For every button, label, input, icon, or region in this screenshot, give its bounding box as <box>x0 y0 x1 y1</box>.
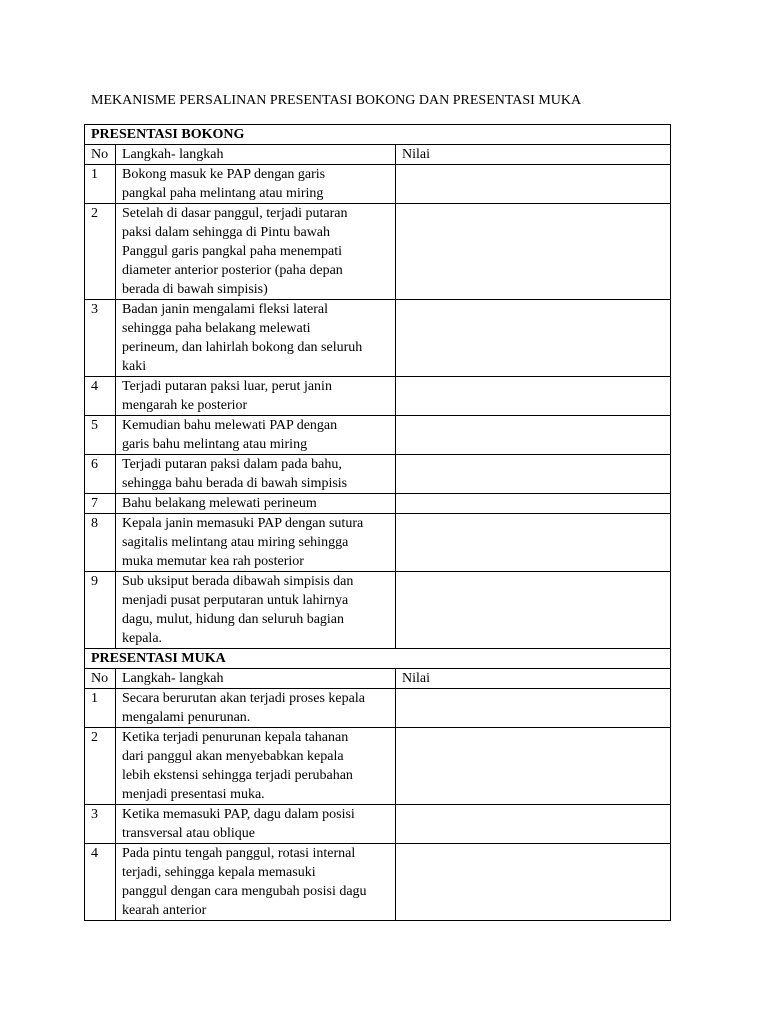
row-step-text: Bahu belakang melewati perineum <box>116 494 396 514</box>
row-number: 3 <box>85 300 116 377</box>
row-number: 4 <box>85 844 116 921</box>
section-heading: PRESENTASI BOKONG <box>85 125 671 145</box>
row-number: 6 <box>85 455 116 494</box>
row-step-text: Setelah di dasar panggul, terjadi putaran paksi dalam sehingga di Pintu bawah Panggul garis pangkal paha menempati diameter anterior posterior (paha depan berada di bawah simpisis) <box>116 204 396 300</box>
table-row <box>85 572 671 649</box>
row-step-text: Secara berurutan akan terjadi proses kepala mengalami penurunan. <box>116 689 396 728</box>
row-value-cell <box>396 689 671 728</box>
row-number: 7 <box>85 494 116 514</box>
row-number: 1 <box>85 165 116 204</box>
row-value-cell <box>396 300 671 377</box>
table-row <box>85 416 671 455</box>
table-row <box>85 204 671 300</box>
row-step-text: Pada pintu tengah panggul, rotasi internal terjadi, sehingga kepala memasuki panggul dengan cara mengubah posisi dagu kearah anterior <box>116 844 396 921</box>
column-header-value: Nilai <box>396 669 671 689</box>
row-step-text: Terjadi putaran paksi dalam pada bahu, sehingga bahu berada di bawah simpisis <box>116 455 396 494</box>
table-row <box>85 844 671 921</box>
row-value-cell <box>396 728 671 805</box>
table-row <box>85 300 671 377</box>
row-number: 8 <box>85 514 116 572</box>
table-row <box>85 514 671 572</box>
row-step-text: Ketika terjadi penurunan kepala tahanan dari panggul akan menyebabkan kepala lebih ekstensi sehingga terjadi perubahan menjadi presentasi muka. <box>116 728 396 805</box>
row-step-text: Terjadi putaran paksi luar, perut janin mengarah ke posterior <box>116 377 396 416</box>
row-step-text: Kemudian bahu melewati PAP dengan garis bahu melintang atau miring <box>116 416 396 455</box>
column-header-row <box>85 669 671 689</box>
row-value-cell <box>396 494 671 514</box>
table-row <box>85 689 671 728</box>
row-number: 2 <box>85 204 116 300</box>
table-row <box>85 165 671 204</box>
table-row <box>85 377 671 416</box>
column-header-no: No <box>85 669 116 689</box>
row-step-text: Ketika memasuki PAP, dagu dalam posisi transversal atau oblique <box>116 805 396 844</box>
column-header-row <box>85 145 671 165</box>
row-step-text: Bokong masuk ke PAP dengan garis pangkal paha melintang atau miring <box>116 165 396 204</box>
row-value-cell <box>396 165 671 204</box>
row-value-cell <box>396 416 671 455</box>
column-header-value: Nilai <box>396 145 671 165</box>
table-row <box>85 805 671 844</box>
document-title: MEKANISME PERSALINAN PRESENTASI BOKONG DAN PRESENTASI MUKA <box>91 93 582 108</box>
table-body <box>85 125 671 921</box>
row-value-cell <box>396 455 671 494</box>
row-number: 9 <box>85 572 116 649</box>
row-step-text: Kepala janin memasuki PAP dengan sutura sagitalis melintang atau miring sehingga muka memutar kea rah posterior <box>116 514 396 572</box>
section-heading: PRESENTASI MUKA <box>85 649 671 669</box>
table-row <box>85 494 671 514</box>
row-step-text: Badan janin mengalami fleksi lateral sehingga paha belakang melewati perineum, dan lahirlah bokong dan seluruh kaki <box>116 300 396 377</box>
row-value-cell <box>396 805 671 844</box>
column-header-step: Langkah- langkah <box>116 145 396 165</box>
column-header-no: No <box>85 145 116 165</box>
row-value-cell <box>396 204 671 300</box>
mechanism-table <box>84 124 671 921</box>
row-number: 5 <box>85 416 116 455</box>
section-heading-row <box>85 649 671 669</box>
table-row <box>85 728 671 805</box>
row-value-cell <box>396 572 671 649</box>
row-number: 2 <box>85 728 116 805</box>
section-heading-row <box>85 125 671 145</box>
row-number: 4 <box>85 377 116 416</box>
table-row <box>85 455 671 494</box>
column-header-step: Langkah- langkah <box>116 669 396 689</box>
row-step-text: Sub uksiput berada dibawah simpisis dan menjadi pusat perputaran untuk lahirnya dagu, mulut, hidung dan seluruh bagian kepala. <box>116 572 396 649</box>
row-value-cell <box>396 377 671 416</box>
row-number: 3 <box>85 805 116 844</box>
row-value-cell <box>396 844 671 921</box>
row-value-cell <box>396 514 671 572</box>
row-number: 1 <box>85 689 116 728</box>
